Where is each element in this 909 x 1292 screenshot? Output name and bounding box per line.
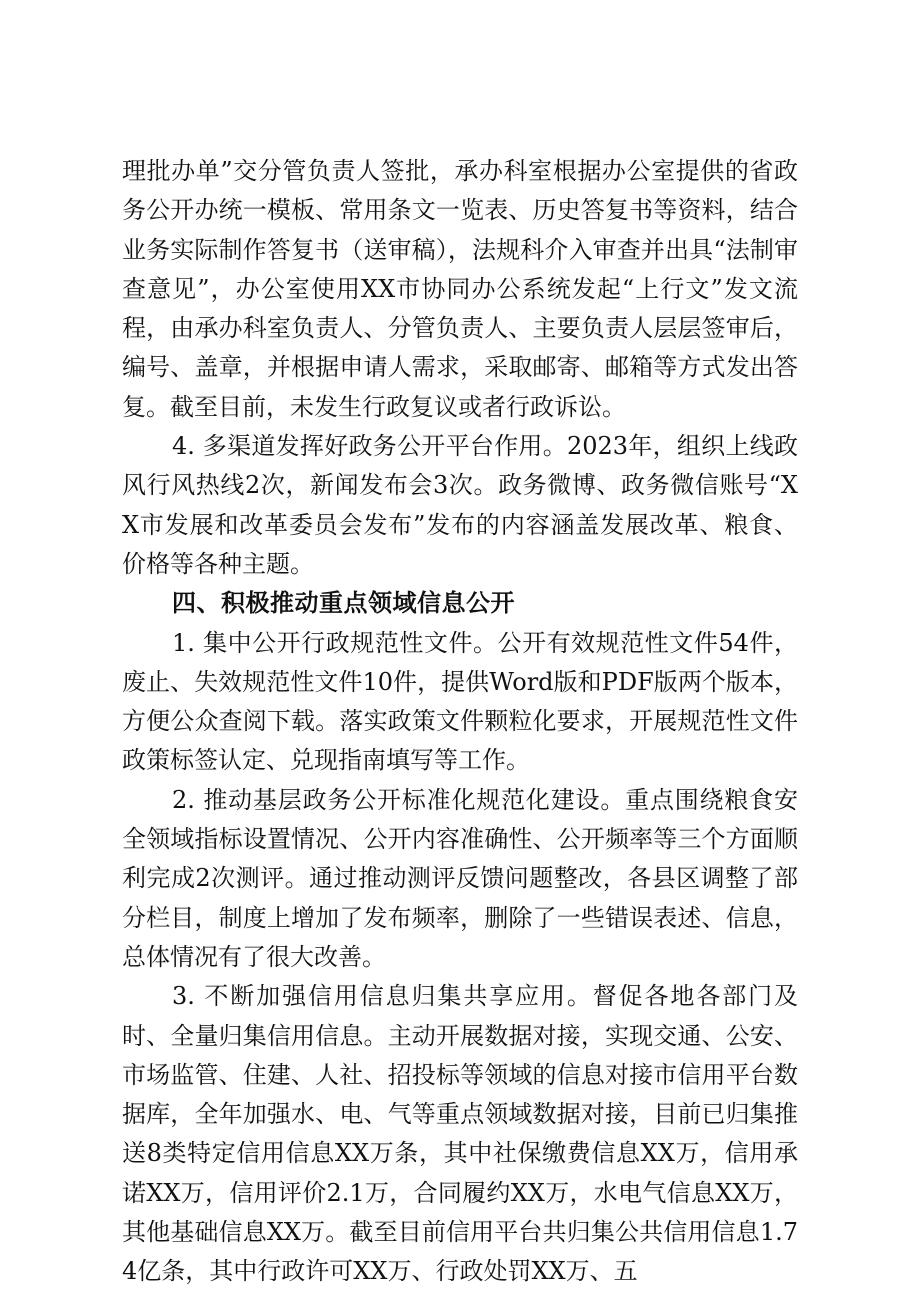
- section-heading: 四、积极推动重点领域信息公开: [172, 589, 515, 618]
- body-paragraph-credit-info: 3. 不断加强信用信息归集共享应用。督促各地各部门及时、全量归集信用信息。主动开展数据对接，实现交通、公安、市场监管、住建、人社、招投标等领域的信息对接市信用平台数据库，全年加强水、电、气等重点领域数据对接，目前已归集推送8类特定信用信息XX万条，其中社保缴费信息XX万，信用承诺XX万，信用评价2.1万，合同履约XX万，水电气信息XX万，其他基础信息XX万。截至目前信用平台共归集公共信用信息1.74亿条，其中行政许可XX万、行政处罚XX万、五: [122, 982, 798, 1286]
- body-paragraph-platform: 4. 多渠道发挥好政务公开平台作用。2023年，组织上线政风行风热线2次，新闻发布会3次。政务微博、政务微信账号“XX市发展和改革委员会发布”发布的内容涵盖发展改革、粮食、价格等各种主题。: [122, 432, 798, 578]
- body-paragraph-continued: 理批办单”交分管负责人签批，承办科室根据办公室提供的省政务公开办统一模板、常用条文一览表、历史答复书等资料，结合业务实际制作答复书（送审稿），法规科介入审查并出具“法制审查意见”，办公室使用XX市协同办公系统发起“上行文”发文流程，由承办科室负责人、分管负责人、主要负责人层层签审后，编号、盖章，并根据申请人需求，采取邮寄、邮箱等方式发出答复。截至目前，未发生行政复议或者行政诉讼。: [122, 157, 798, 421]
- body-paragraph-normative-docs: 1. 集中公开行政规范性文件。公开有效规范性文件54件，废止、失效规范性文件10件，提供Word版和PDF版两个版本，方便公众查阅下载。落实政策文件颗粒化要求，开展规范性文件政策标签认定、兑现指南填写等工作。: [122, 628, 798, 775]
- body-paragraph-standardization: 2. 推动基层政务公开标准化规范化建设。重点围绕粮食安全领域指标设置情况、公开内容准确性、公开频率等三个方面顺利完成2次测评。通过推动测评反馈问题整改，各县区调整了部分栏目，制度上增加了发布频率，删除了一些错误表述、信息，总体情况有了很大改善。: [122, 785, 798, 971]
- document-page: [122, 152, 798, 1292]
